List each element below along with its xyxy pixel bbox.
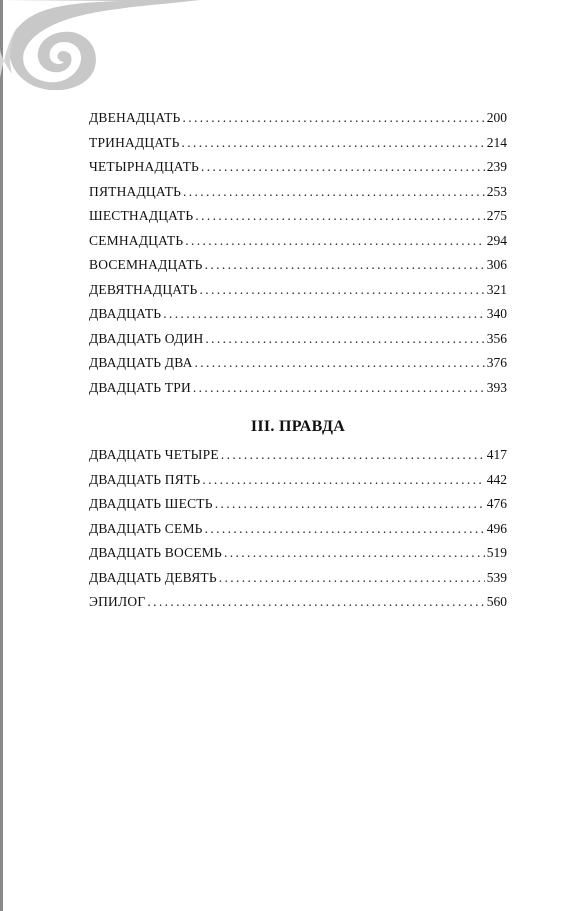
toc-entry-title: ДВАДЦАТЬ ПЯТЬ — [89, 471, 201, 487]
toc-entry-page: 239 — [486, 159, 507, 174]
toc-entry-page: 496 — [486, 520, 507, 536]
toc-entry-page: 476 — [486, 496, 507, 511]
toc-entry-title: ДЕВЯТНАДЦАТЬ — [89, 281, 198, 297]
toc-entry-page: 442 — [486, 471, 507, 487]
toc-entry-page: 376 — [486, 355, 507, 370]
toc-entry-title: ШЕСТНАДЦАТЬ — [89, 208, 194, 223]
toc-entry-page: 539 — [486, 569, 507, 585]
toc-leader-dots — [221, 443, 485, 468]
toc-part-three — [89, 443, 507, 615]
toc-leader-dots — [147, 590, 484, 615]
toc-entry-title: ДВАДЦАТЬ ТРИ — [89, 379, 191, 395]
toc-leader-dots — [201, 155, 485, 180]
toc-entry-page: 560 — [486, 594, 507, 609]
toc-entry[interactable] — [89, 443, 507, 468]
toc-leader-dots — [185, 229, 484, 254]
page-edge — [0, 0, 3, 911]
toc-leader-dots — [205, 327, 484, 352]
toc-entry-page: 294 — [486, 232, 507, 248]
part-heading: III. ПРАВДА — [250, 418, 346, 435]
toc-entry-page: 306 — [486, 257, 507, 272]
toc-entry[interactable] — [89, 376, 507, 401]
toc-entry[interactable] — [89, 351, 507, 376]
toc-entry[interactable] — [89, 131, 507, 156]
toc-entry[interactable] — [89, 492, 507, 517]
toc-leader-dots — [215, 492, 485, 517]
toc-entry-title: ДВАДЦАТЬ ШЕСТЬ — [89, 496, 213, 511]
toc-leader-dots — [205, 253, 485, 278]
toc-entry-page: 275 — [486, 208, 507, 223]
toc-leader-dots — [182, 131, 485, 156]
toc-entry-page: 321 — [486, 281, 507, 297]
toc-leader-dots — [205, 517, 485, 542]
toc-entry-title: ТРИНАДЦАТЬ — [89, 134, 180, 150]
toc-entry-title: ЧЕТЫРНАДЦАТЬ — [89, 159, 199, 174]
toc-leader-dots — [224, 541, 485, 566]
toc-entry[interactable] — [89, 278, 507, 303]
toc-entry[interactable] — [89, 517, 507, 542]
toc-entry-title: ДВАДЦАТЬ СЕМЬ — [89, 520, 203, 536]
toc-entry-title: ПЯТНАДЦАТЬ — [89, 183, 182, 199]
toc-entry-page: 214 — [486, 134, 507, 150]
toc-entry-title: ДВАДЦАТЬ ВОСЕМЬ — [89, 545, 222, 560]
toc-leader-dots — [182, 106, 484, 131]
toc-leader-dots — [193, 376, 485, 401]
toc-entry-page: 253 — [486, 183, 507, 199]
toc-entry-page: 356 — [486, 330, 507, 346]
toc-entry-page: 519 — [486, 545, 507, 560]
toc-leader-dots — [219, 566, 485, 591]
toc-entry[interactable] — [89, 106, 507, 131]
toc-entry[interactable] — [89, 541, 507, 566]
toc-entry[interactable] — [89, 253, 507, 278]
toc-entry-page: 340 — [486, 306, 507, 321]
toc-entry-title: ВОСЕМНАДЦАТЬ — [89, 257, 203, 272]
toc-leader-dots — [163, 302, 485, 327]
toc-leader-dots — [183, 180, 485, 205]
toc-entry-title: ДВАДЦАТЬ — [89, 306, 162, 321]
toc-leader-dots — [195, 204, 484, 229]
toc-entry[interactable] — [89, 204, 507, 229]
toc-entry-page: 200 — [486, 110, 507, 125]
toc-entry-title: ДВАДЦАТЬ ЧЕТЫРЕ — [89, 447, 219, 462]
toc-entry[interactable] — [89, 302, 507, 327]
toc-entry[interactable] — [89, 566, 507, 591]
toc-entry[interactable] — [89, 180, 507, 205]
toc-entry-title: ДВЕНАДЦАТЬ — [89, 110, 181, 125]
toc-entry[interactable] — [89, 327, 507, 352]
toc-entry-title: ДВАДЦАТЬ ДЕВЯТЬ — [89, 569, 217, 585]
toc-leader-dots — [195, 351, 485, 376]
toc-entry-page: 417 — [486, 447, 507, 462]
toc-entry-title: ДВАДЦАТЬ ДВА — [89, 355, 193, 370]
toc-part-two — [89, 106, 507, 400]
toc-entry[interactable] — [89, 229, 507, 254]
toc-entry-title: ДВАДЦАТЬ ОДИН — [89, 330, 204, 346]
toc-entry[interactable] — [89, 155, 507, 180]
swirl-ornament-icon — [0, 0, 200, 90]
toc-entry-title: ЭПИЛОГ — [89, 594, 146, 609]
toc-entry[interactable] — [89, 590, 507, 615]
toc-leader-dots — [199, 278, 484, 303]
toc-entry-page: 393 — [486, 379, 507, 395]
toc-leader-dots — [202, 468, 484, 493]
toc-entry[interactable] — [89, 468, 507, 493]
toc-entry-title: СЕМНАДЦАТЬ — [89, 232, 184, 248]
